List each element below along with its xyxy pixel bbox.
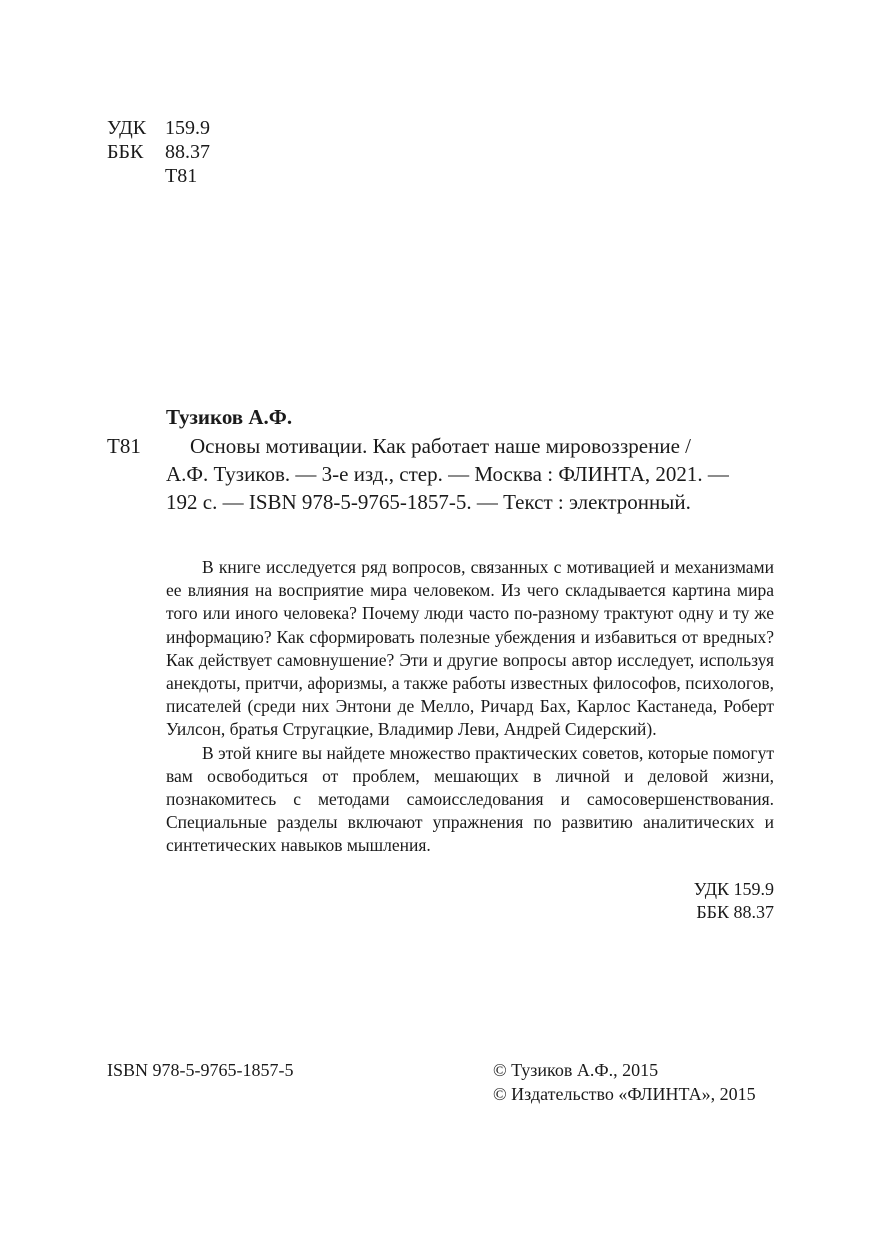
annotation-paragraph-1: В книге исследуется ряд вопросов, связанных с мотивацией и механизмами ее влияния на восприятие мира человеком. Из чего складывается картина мира того или иного человека? Почему люди часто по-разному трактуют одну и ту же информацию? Как сформировать полезные убеждения и избавиться от вредных? Как действует самовнушение? Эти и другие вопросы автор исследует, используя анекдоты, притчи, афоризмы, а также работы известных философов, психологов, писателей (среди них Энтони де Мелло, Ричард Бах, Карлос Кастанеда, Роберт Уилсон, братья Стругацкие, Владимир Леви, Андрей Сидерский). xyxy=(166,557,774,740)
isbn: ISBN 978-5-9765-1857-5 xyxy=(107,1060,294,1080)
bib-line-1: Основы мотивации. Как работает наше мировоззрение / xyxy=(190,434,691,458)
author-code: Т81 xyxy=(165,165,198,187)
copyright-publisher: © Издательство «ФЛИНТА», 2015 xyxy=(493,1084,756,1104)
annotation xyxy=(166,556,774,858)
bib-line-2: А.Ф. Тузиков. — 3-е изд., стер. — Москва : ФЛИНТА, 2021. — xyxy=(166,462,729,486)
bbk-bottom: ББК 88.37 xyxy=(696,902,774,922)
udk-row xyxy=(107,116,210,140)
copyright-author: © Тузиков А.Ф., 2015 xyxy=(493,1060,659,1080)
udk-value: 159.9 xyxy=(165,117,210,139)
bbk-label: ББК xyxy=(107,141,144,163)
udk-bottom: УДК 159.9 xyxy=(693,879,774,899)
annotation-paragraph-2: В этой книге вы найдете множество практических советов, которые помогут вам освободиться от проблем, мешающих в личной и деловой жизни, познакомитесь с методами самоисследования и самосовершенствования. Специальные разделы включают упражнения по развитию аналитических и синтетических навыков мышления. xyxy=(166,742,774,856)
bib-author-code: Т81 xyxy=(107,434,141,458)
book-author: Тузиков А.Ф. xyxy=(166,405,293,429)
udk-label: УДК xyxy=(107,117,147,139)
bib-line-3: 192 с. — ISBN 978-5-9765-1857-5. — Текст : электронный. xyxy=(166,490,691,514)
bbk-value: 88.37 xyxy=(165,141,210,163)
author-code-row xyxy=(107,164,197,188)
bbk-row xyxy=(107,140,210,164)
